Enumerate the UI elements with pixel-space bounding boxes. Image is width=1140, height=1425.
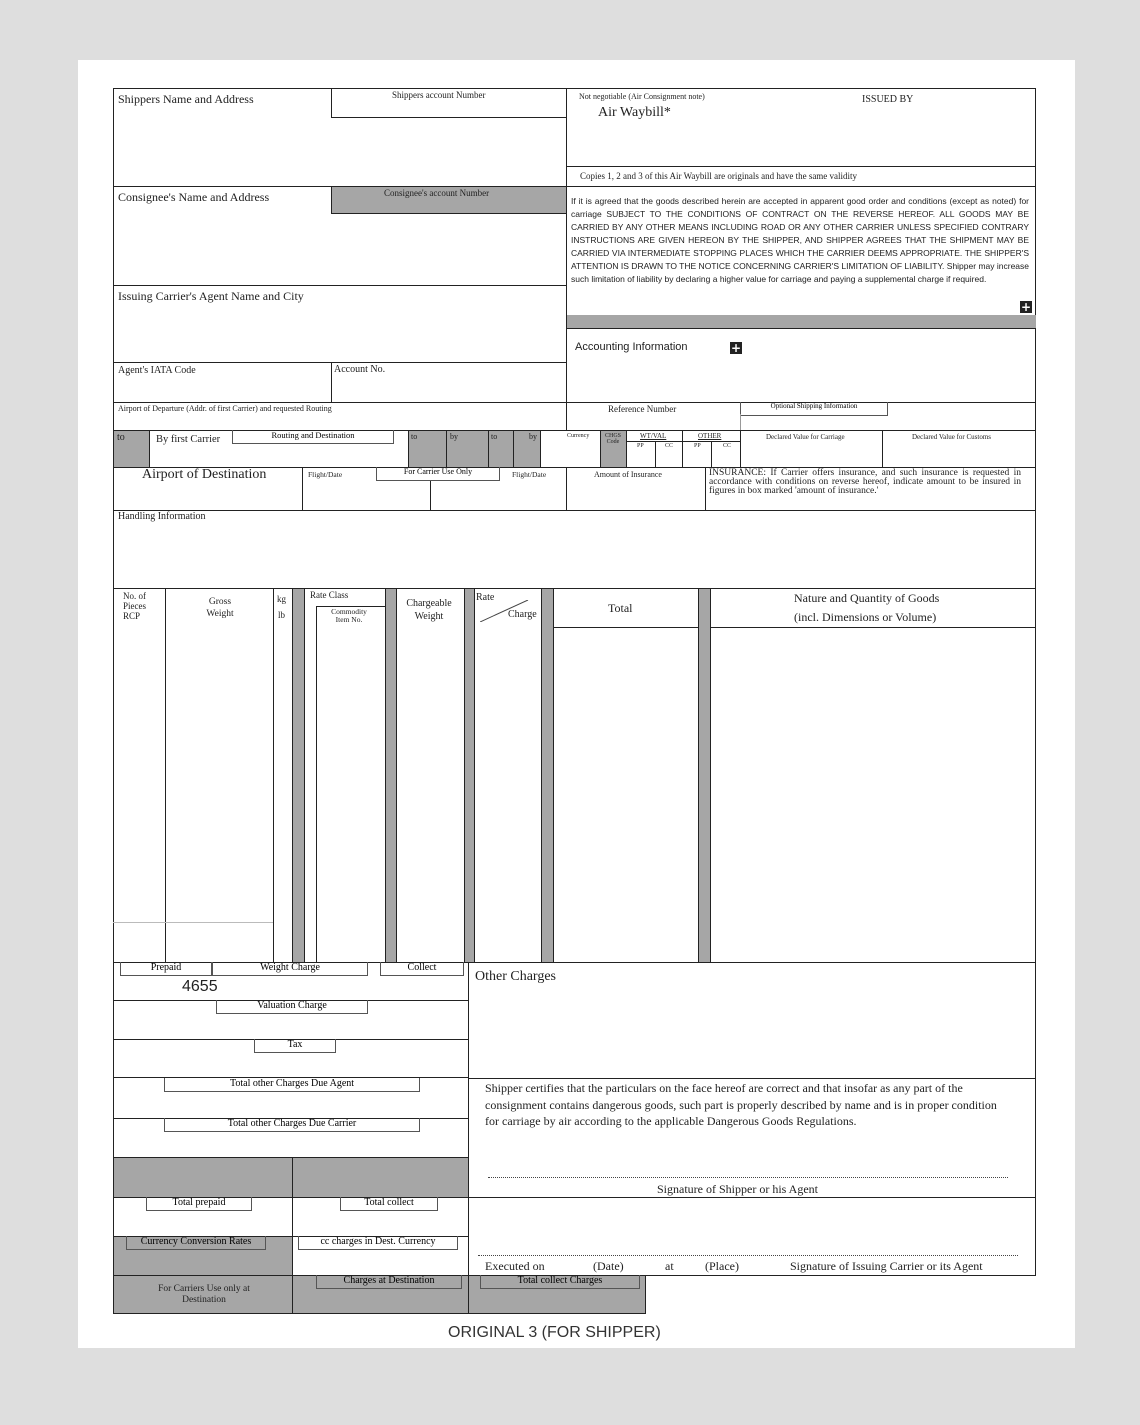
routing-destination-label: Routing and Destination xyxy=(232,430,394,444)
account-no-label: Account No. xyxy=(334,364,386,375)
nature-header: Nature and Quantity of Goods xyxy=(794,591,940,605)
shipper-name-label: Shippers Name and Address xyxy=(118,92,254,106)
due-carrier-label: Total other Charges Due Carrier xyxy=(164,1118,420,1132)
divider xyxy=(740,414,741,431)
shipper-account-label: Shippers account Number xyxy=(392,90,486,100)
total-prepaid-label: Total prepaid xyxy=(146,1197,252,1211)
divider xyxy=(553,627,698,628)
issuing-agent-label: Issuing Carrier's Agent Name and City xyxy=(118,289,304,303)
by2-label: by xyxy=(450,432,458,441)
optional-shipping-label: Optional Shipping Information xyxy=(740,402,888,416)
copies-note: Copies 1, 2 and 3 of this Air Waybill are originals and have the same validity xyxy=(580,171,858,181)
conversion-label: Currency Conversion Rates xyxy=(126,1236,266,1250)
cc-label: CC xyxy=(665,443,674,449)
accounting-label: Accounting Information xyxy=(575,341,688,353)
shipper-signature-label: Signature of Shipper or his Agent xyxy=(657,1182,818,1196)
place-label: (Place) xyxy=(705,1259,739,1273)
lb-label: lb xyxy=(278,610,286,620)
pieces-column[interactable] xyxy=(113,588,166,963)
gross-weight-header: Gross Weight xyxy=(206,597,234,619)
not-negotiable-label: Not negotiable (Air Consignment note) xyxy=(579,92,705,101)
gray-separator xyxy=(541,588,554,963)
prepaid-weight-charge-value[interactable]: 4655 xyxy=(182,978,218,995)
weight-charge-label: Weight Charge xyxy=(212,962,368,976)
handling-label: Handling Information xyxy=(118,511,206,522)
pp-label: PP xyxy=(637,443,644,449)
pp-label: PP xyxy=(694,443,701,449)
commodity-header: Commodity Item No. xyxy=(331,607,367,624)
gray-prepaid-cell xyxy=(113,1157,293,1198)
declared-carriage-label: Declared Value for Carriage xyxy=(766,433,845,441)
tax-label: Tax xyxy=(254,1039,336,1053)
commodity-column[interactable] xyxy=(316,606,386,963)
pieces-header: No. of Pieces RCP xyxy=(123,591,146,621)
to-label: to xyxy=(117,432,125,443)
total-collect-charges-label: Total collect Charges xyxy=(480,1275,640,1289)
prepaid-label: Prepaid xyxy=(120,962,212,976)
unit-column[interactable] xyxy=(273,588,293,963)
divider xyxy=(430,481,431,511)
gray-separator xyxy=(464,588,475,963)
at-label: at xyxy=(665,1259,674,1273)
nature-subheader: (incl. Dimensions or Volume) xyxy=(794,610,937,624)
to3-label: to xyxy=(491,432,498,441)
by3-label: by xyxy=(529,432,537,441)
gray-separator xyxy=(385,588,397,963)
declared-customs-label: Declared Value for Customs xyxy=(912,433,991,441)
destination-label: Airport of Destination xyxy=(142,467,267,482)
consignee-name-label: Consignee's Name and Address xyxy=(118,190,270,204)
accounting-plus-icon[interactable]: + xyxy=(730,341,742,355)
cc-label: CC xyxy=(723,443,732,449)
valuation-charge-label: Valuation Charge xyxy=(216,1000,368,1014)
charge-header: Charge xyxy=(508,609,537,620)
wtval-label: WT/VAL xyxy=(640,432,667,440)
gray-separator xyxy=(698,588,711,963)
total-collect-label: Total collect xyxy=(340,1197,438,1211)
carrier-signature-line[interactable] xyxy=(478,1255,1018,1256)
divider xyxy=(113,922,274,923)
reference-label: Reference Number xyxy=(608,404,677,414)
conditions-text: If it is agreed that the goods described herein are accepted in apparent good order and conditions (except as noted) for carriage SUBJECT TO THE CONDITIONS OF CONTRACT ON THE REVERSE HEREOF. ALL GOODS MAY BE CARRIED BY ANY OTHER MEANS INCLUDING ROAD OR ANY OTHER CARRIER UNLESS SPECIFIED CONTRARY INSTRUCTIONS ARE GIVEN HEREON BY THE SHIPPER, AND SHIPPER AGREES THAT THE SHIPMENT MAY BE CARRIED VIA INTERMEDIATE STOPPING PLACES WHICH THE CARRIER DEEMS APPROPRIATE. THE SHIPPER'S ATTENTION IS DRAWN TO THE NOTICE CONCERNING CARRIER'S LIMITATION OF LIABILITY. Shipper may increase such limitation of liability by declaring a higher value for carriage and paying a supplemental charge if required. xyxy=(571,196,1029,284)
handling-box[interactable] xyxy=(113,510,1036,589)
collect-label: Collect xyxy=(380,962,464,976)
total-header: Total xyxy=(608,601,633,615)
gray-collect-cell xyxy=(292,1157,469,1198)
insurance-amount-label: Amount of Insurance xyxy=(594,470,662,479)
rate-class-header: Rate Class xyxy=(310,590,349,600)
expand-plus-icon[interactable]: + xyxy=(1020,300,1032,314)
insurance-note: INSURANCE: If Carrier offers insurance, and such insurance is requested in accordance with conditions on reverse hereof, indicate amount to be insured in figures in box marked 'amount of insurance.' xyxy=(709,468,1021,496)
gray-band xyxy=(566,315,1036,328)
flight-date-label: Flight/Date xyxy=(308,470,343,479)
certification-text: Shipper certifies that the particulars on the face hereof are correct and that insofar as any part of the consignment contains dangerous goods, such part is properly described by name and is in proper condition for carriage by air according to the applicable Dangerous Goods Regulations. xyxy=(485,1081,997,1128)
accounting-box[interactable] xyxy=(566,328,1036,403)
chargeable-weight-header: Chargeable Weight xyxy=(406,598,452,622)
copy-designation: ORIGINAL 3 (FOR SHIPPER) xyxy=(448,1324,661,1341)
to2-label: to xyxy=(411,432,418,441)
executed-on-label: Executed on xyxy=(485,1259,545,1273)
flight-date-label: Flight/Date xyxy=(512,470,547,479)
rate-header: Rate xyxy=(476,592,495,603)
cc-charges-label: cc charges in Dest. Currency xyxy=(298,1236,458,1250)
charges-destination-label: Charges at Destination xyxy=(316,1275,462,1289)
departure-label: Airport of Departure (Addr. of first Carrier) and requested Routing xyxy=(118,404,332,413)
currency-label: Currency xyxy=(567,433,590,439)
shipper-signature-line[interactable] xyxy=(488,1177,1008,1178)
document-title: Air Waybill* xyxy=(598,105,671,120)
gross-weight-column[interactable] xyxy=(165,588,274,963)
issued-by-label: ISSUED BY xyxy=(862,94,914,105)
iata-code-label: Agent's IATA Code xyxy=(118,365,196,376)
kg-label: kg xyxy=(277,594,286,604)
due-agent-label: Total other Charges Due Agent xyxy=(164,1078,420,1092)
carrier-use-label: For Carrier Use Only xyxy=(376,467,500,481)
by-first-carrier-label: By first Carrier xyxy=(156,434,221,445)
chgs-label: CHGS Code xyxy=(604,433,621,445)
carrier-signature-label: Signature of Issuing Carrier or its Agent xyxy=(790,1259,983,1273)
date-label: (Date) xyxy=(593,1259,624,1273)
other-label: OTHER xyxy=(698,432,722,440)
other-charges-label: Other Charges xyxy=(475,969,556,984)
rate-slash-line xyxy=(480,600,530,622)
carriers-use-label: For Carriers Use only at Destination xyxy=(158,1284,250,1305)
consignee-account-label: Consignee's account Number xyxy=(384,188,490,198)
divider xyxy=(710,627,1036,628)
